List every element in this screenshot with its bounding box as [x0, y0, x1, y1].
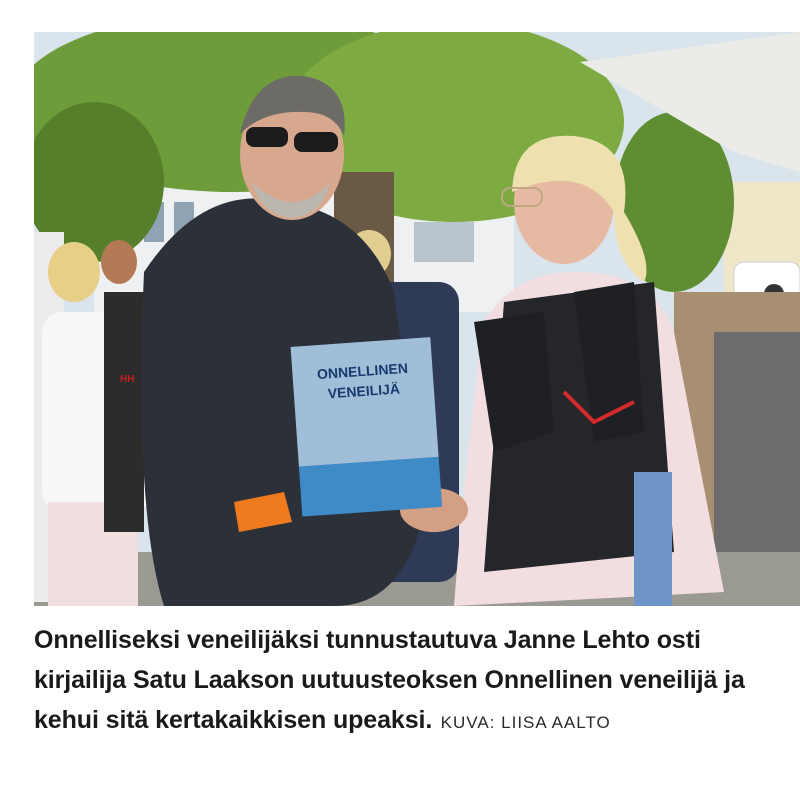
photo-caption	[34, 622, 786, 742]
book-title-line1: ONNELLINEN	[316, 359, 409, 383]
book-title-line2: VENEILIJÄ	[327, 380, 401, 402]
caption-text: Onnelliseksi veneilijäksi tunnustautuva Janne Lehto osti kirjailija Satu Laakson uutuusteoksen Onnellinen veneilijä ja kehui sitä kertakaikkisen upeaksi.	[34, 626, 745, 734]
photo-illustration	[34, 32, 800, 606]
photo-credit: KUVA: LIISA AALTO	[440, 713, 611, 732]
jacket-brand-logo: HH	[120, 374, 135, 385]
article-photo	[34, 32, 800, 606]
